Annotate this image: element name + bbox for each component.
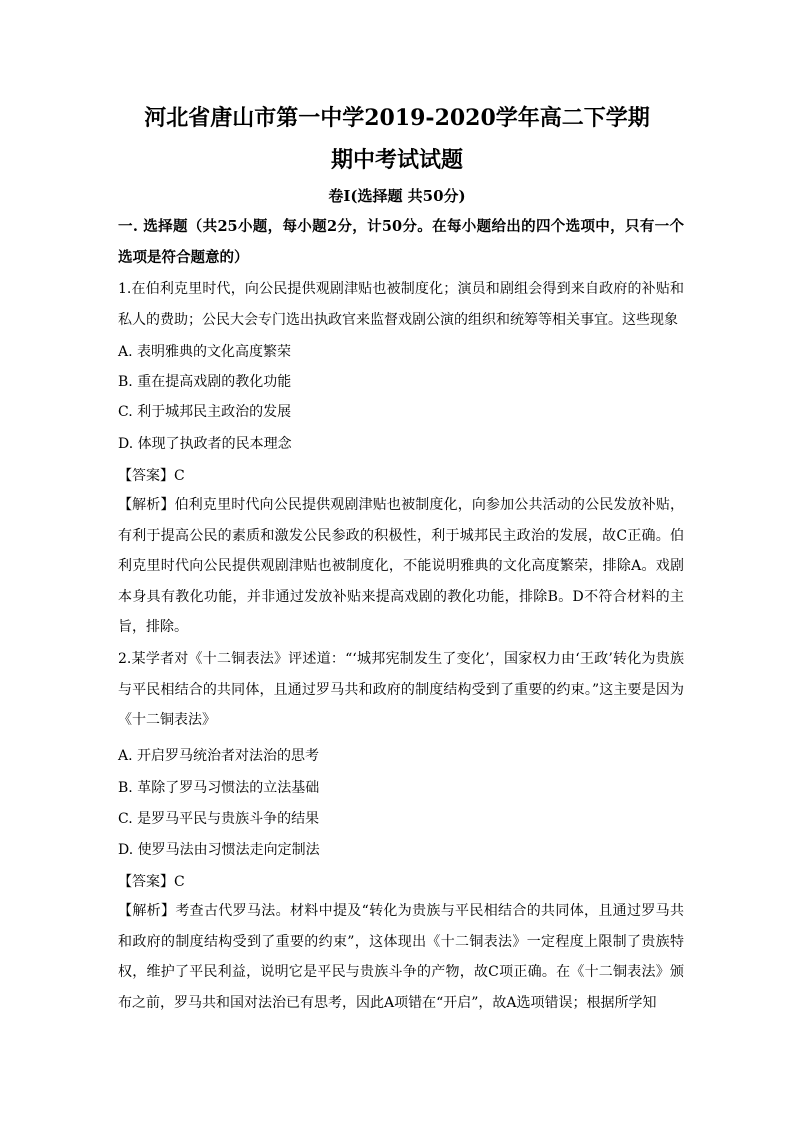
- question-1-option-a: A. 表明雅典的文化高度繁荣: [118, 344, 292, 360]
- question-1-answer: 【答案】C: [118, 468, 185, 484]
- question-1-option-d: D. 体现了执政者的民本理念: [118, 436, 292, 452]
- document-title-line-1: 河北省唐山市第一中学2019-2020学年高二下学期: [144, 105, 650, 131]
- question-2-stem: 2.某学者对《十二铜表法》评述道：“‘城邦宪制发生了变化’，国家权力由‘王政’转化为贵族与平民相结合的共同体，且通过罗马共和政府的制度结构受到了重要的约束。”这主要是因为《十二铜表法》: [118, 651, 684, 728]
- document-title-line-2: 期中考试试题: [330, 147, 463, 173]
- question-2-option-c: C. 是罗马平民与贵族斗争的结果: [118, 811, 320, 827]
- question-1-option-c: C. 利于城邦民主政治的发展: [118, 404, 292, 420]
- question-2-answer: 【答案】C: [118, 874, 185, 890]
- question-1-stem: 1.在伯利克里时代，向公民提供观剧津贴也被制度化；演员和剧组会得到来自政府的补贴和私人的费助；公民大会专门选出执政官来监督戏剧公演的组织和统筹等相关事宜。这些现象: [118, 281, 684, 328]
- question-1-option-b: B. 重在提高戏剧的教化功能: [118, 374, 292, 390]
- question-1-analysis: 【解析】伯利克里时代向公民提供观剧津贴也被制度化，向参加公共活动的公民发放补贴，有利于提高公民的素质和激发公民参政的积极性，利于城邦民主政治的发展，故C正确。伯利克里时代向公民提供观剧津贴也被制度化，不能说明雅典的文化高度繁荣，排除A。戏剧本身具有教化功能，并非通过发放补贴来提高戏剧的教化功能，排除B。D不符合材料的主旨，排除。: [118, 497, 684, 635]
- section-label: 卷Ⅰ(选择题 共50分): [328, 187, 466, 205]
- instructions: 一. 选择题（共25小题，每小题2分，计50分。在每小题给出的四个选项中，只有一个选项是符合题意的）: [118, 218, 684, 266]
- question-2-option-d: D. 使罗马法由习惯法走向定制法: [118, 842, 320, 858]
- question-2-option-b: B. 革除了罗马习惯法的立法基础: [118, 780, 320, 796]
- question-2-option-a: A. 开启罗马统治者对法治的思考: [118, 748, 320, 764]
- question-2-analysis: 【解析】考查古代罗马法。材料中提及“转化为贵族与平民相结合的共同体，且通过罗马共和政府的制度结构受到了重要的约束”，这体现出《十二铜表法》一定程度上限制了贵族特权，维护了平民利益，说明它是平民与贵族斗争的产物，故C项正确。在《十二铜表法》颁布之前，罗马共和国对法治已有思考，因此A项错在“开启”，故A选项错误；根据所学知: [118, 903, 684, 1011]
